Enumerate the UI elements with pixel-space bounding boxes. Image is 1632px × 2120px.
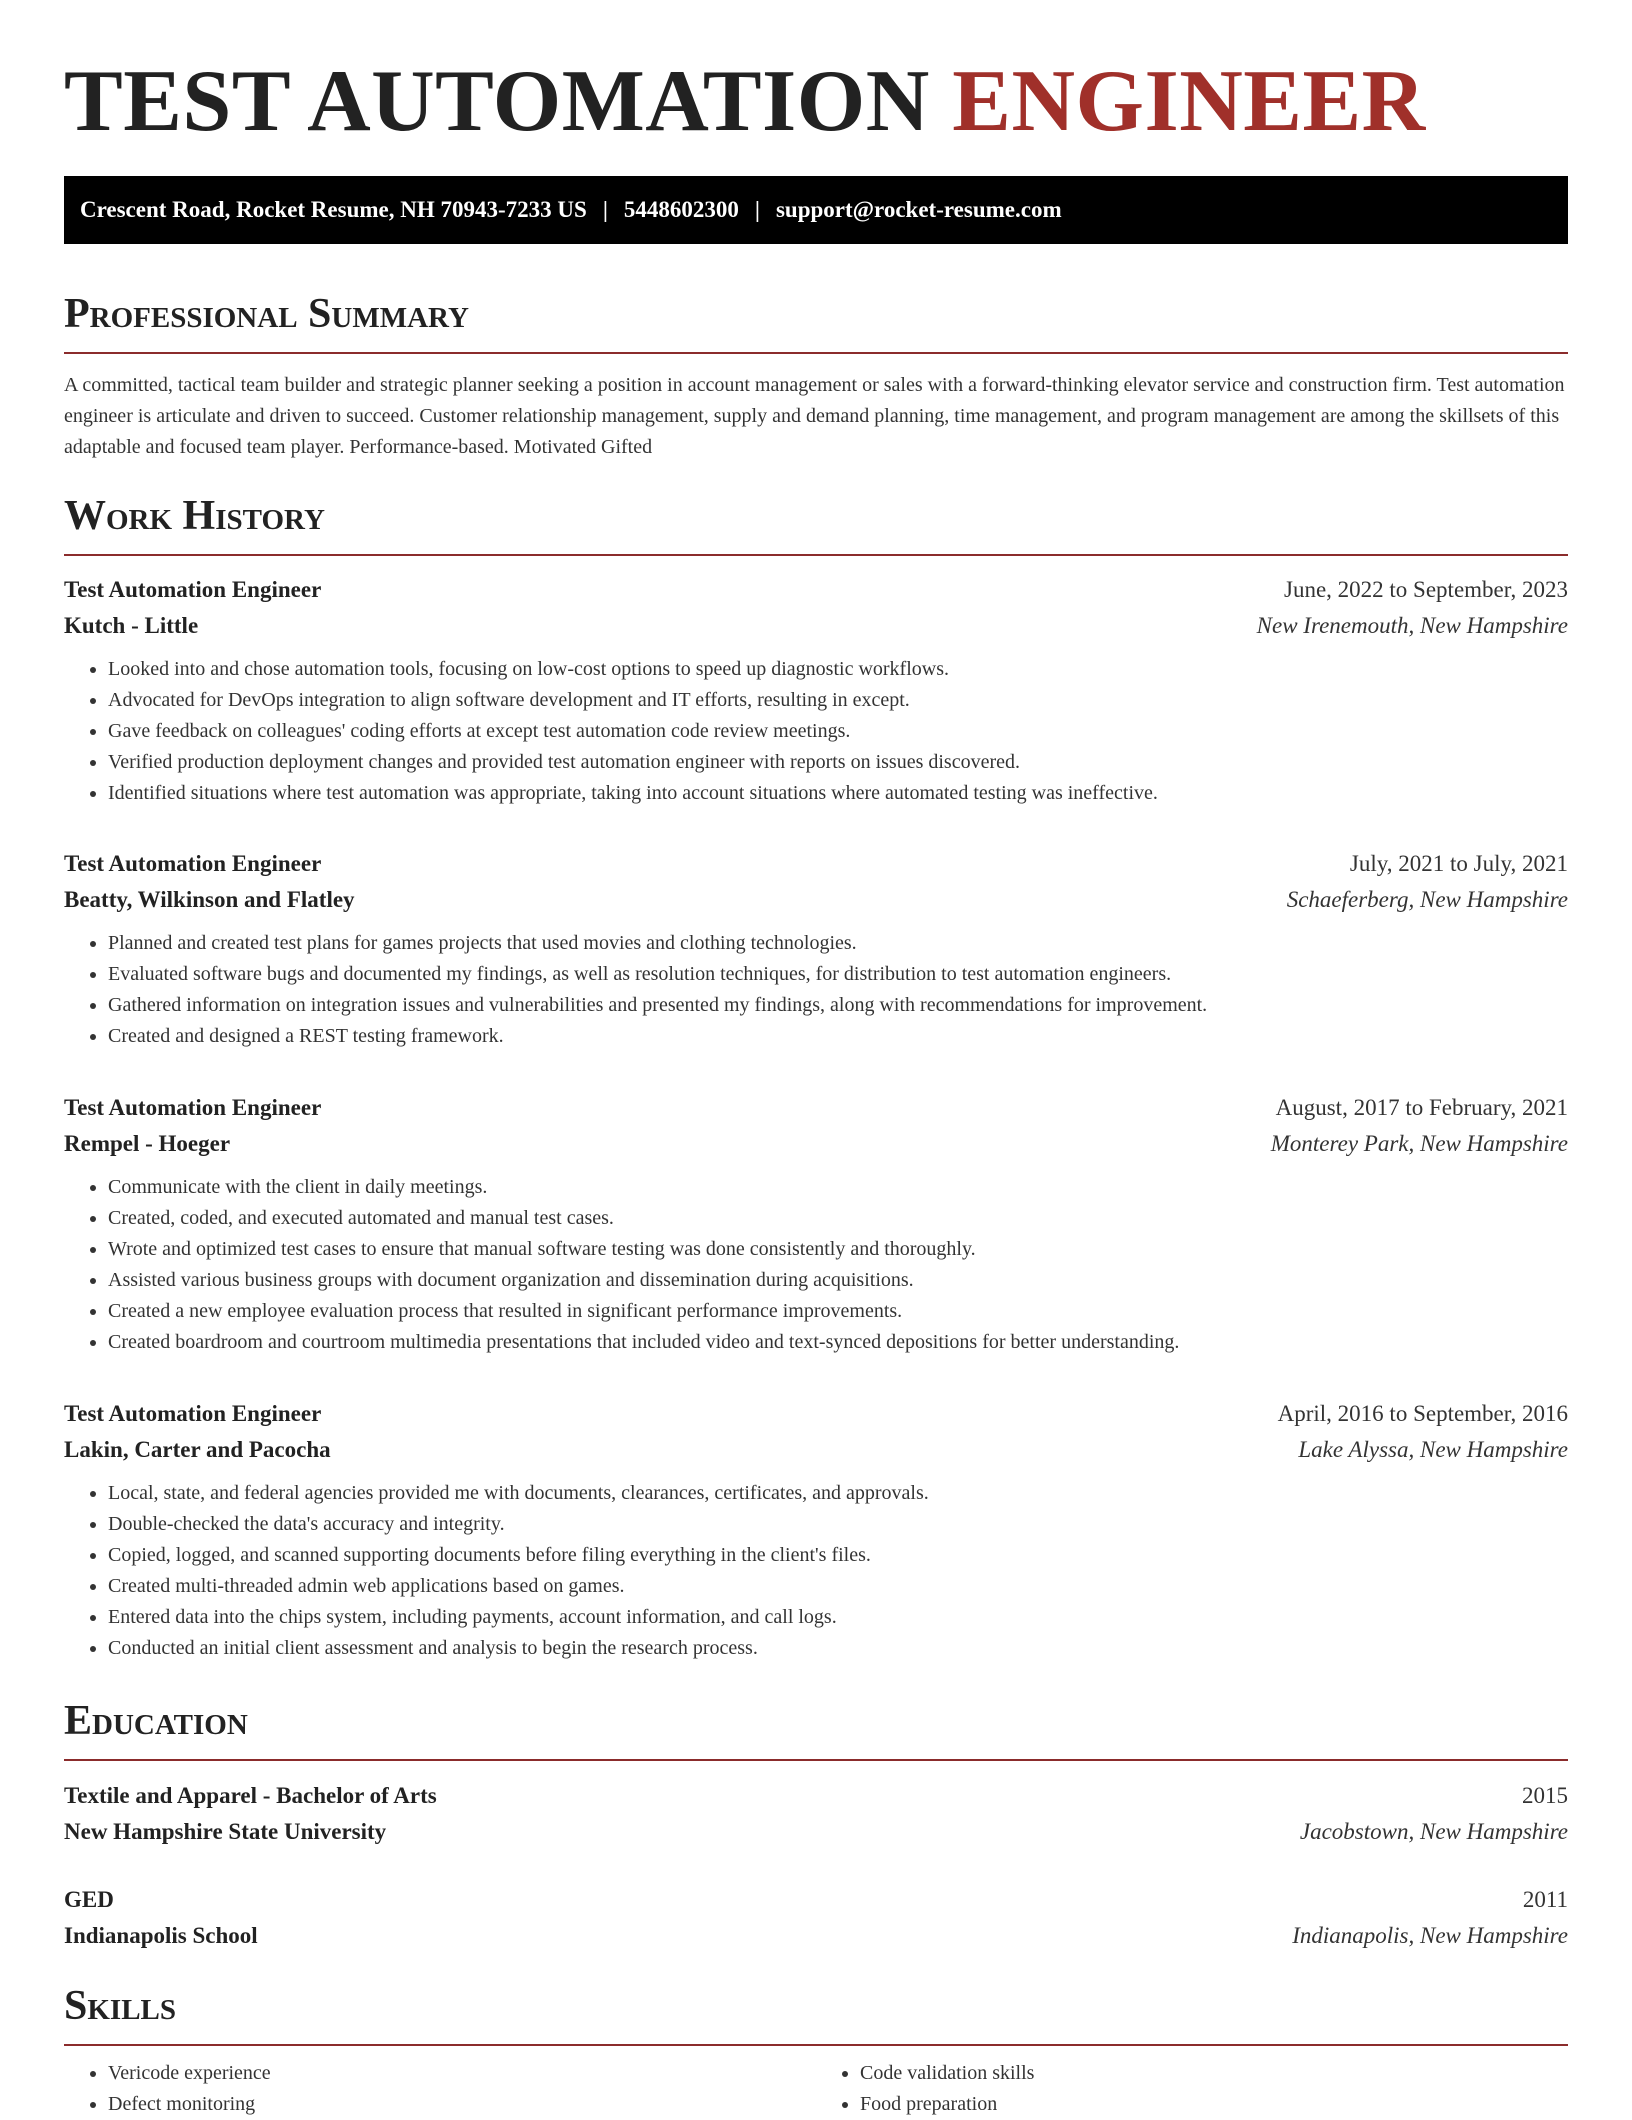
education-location: Indianapolis, New Hampshire	[1292, 1923, 1568, 1948]
list-item: • Verified production deployment changes and provided test automation engineer with reports on issues discovered.	[108, 747, 1568, 778]
job-header-row	[64, 846, 1568, 882]
list-item: • Created boardroom and courtroom multimedia presentations that included video and text-synced depositions for better understanding.	[108, 1327, 1568, 1358]
education-school: Indianapolis School	[64, 1923, 258, 1948]
skills-columns	[64, 2046, 1568, 2120]
job-location: Lake Alyssa, New Hampshire	[1298, 1437, 1568, 1462]
resume-title	[64, 52, 1426, 152]
skill-item: • Defect monitoring	[108, 2089, 816, 2120]
list-item: • Created multi-threaded admin web applications based on games.	[108, 1571, 1568, 1602]
contact-email: support@rocket-resume.com	[775, 197, 1062, 222]
list-item: • Created, coded, and executed automated and manual test cases.	[108, 1203, 1568, 1234]
job-title: Test Automation Engineer	[64, 1401, 322, 1426]
education-entry	[64, 1882, 1568, 1954]
skills-list-left	[64, 2058, 816, 2120]
list-item: • Entered data into the chips system, including payments, account information, and call logs.	[108, 1602, 1568, 1633]
list-item: • Identified situations where test automation was appropriate, taking into account situations where automated testing was ineffective.	[108, 778, 1568, 809]
job-company: Kutch - Little	[64, 613, 199, 638]
list-item: • Double-checked the data's accuracy and integrity.	[108, 1509, 1568, 1540]
skill-item: • Code validation skills	[860, 2058, 1568, 2089]
skills-list-right	[816, 2058, 1568, 2120]
list-item: • Created and designed a REST testing framework.	[108, 1021, 1568, 1052]
section-divider	[64, 554, 1568, 556]
list-item: • Advocated for DevOps integration to align software development and IT efforts, resulting in except.	[108, 685, 1568, 716]
job-header-row	[64, 1090, 1568, 1126]
contact-separator: |	[602, 197, 608, 222]
job-title: Test Automation Engineer	[64, 1095, 322, 1120]
job-entry	[64, 846, 1568, 1052]
skills-section	[64, 1982, 1568, 2120]
education-school-row	[64, 1918, 1568, 1954]
list-item: • Gave feedback on colleagues' coding efforts at except test automation code review meetings.	[108, 716, 1568, 747]
education-section	[64, 1697, 1568, 1761]
section-title-education: Education	[64, 1698, 248, 1744]
job-company: Lakin, Carter and Pacocha	[64, 1437, 331, 1462]
contact-address: Crescent Road, Rocket Resume, NH 70943-7233 US	[80, 197, 587, 222]
job-company-row	[64, 882, 1568, 918]
job-dates: July, 2021 to July, 2021	[1349, 851, 1568, 876]
contact-bar	[64, 176, 1568, 244]
list-item: • Conducted an initial client assessment and analysis to begin the research process.	[108, 1633, 1568, 1664]
job-company-row	[64, 1126, 1568, 1162]
list-item: • Created a new employee evaluation process that resulted in significant performance improvements.	[108, 1296, 1568, 1327]
job-bullets	[64, 654, 1568, 809]
summary-text: A committed, tactical team builder and strategic planner seeking a position in account management or sales with a forward-thinking elevator service and construction firm. Test automation engineer is articulate and driven to succeed. Customer relationship management, supply and demand planning, time management, and program management are among the skillsets of this adaptable and focused team player. Performance-based. Motivated Gifted	[64, 374, 1565, 458]
job-location: Schaeferberg, New Hampshire	[1286, 887, 1568, 912]
job-dates: April, 2016 to September, 2016	[1277, 1401, 1568, 1426]
job-company: Rempel - Hoeger	[64, 1131, 231, 1156]
job-entry	[64, 572, 1568, 809]
skill-item: • Food preparation	[860, 2089, 1568, 2120]
work-history-section	[64, 492, 1568, 556]
job-company: Beatty, Wilkinson and Flatley	[64, 887, 355, 912]
education-school: New Hampshire State University	[64, 1819, 387, 1844]
education-degree: Textile and Apparel - Bachelor of Arts	[64, 1783, 437, 1808]
list-item: • Assisted various business groups with document organization and dissemination during acquisitions.	[108, 1265, 1568, 1296]
education-header-row	[64, 1882, 1568, 1918]
section-title-work: Work History	[64, 493, 325, 539]
job-entry	[64, 1396, 1568, 1664]
list-item: • Copied, logged, and scanned supporting documents before filing everything in the client's files.	[108, 1540, 1568, 1571]
job-location: New Irenemouth, New Hampshire	[1256, 613, 1568, 638]
job-entry	[64, 1090, 1568, 1358]
section-title-summary: Professional Summary	[64, 291, 469, 337]
job-header-row	[64, 1396, 1568, 1432]
list-item: • Local, state, and federal agencies provided me with documents, clearances, certificates, and approvals.	[108, 1478, 1568, 1509]
contact-separator: |	[754, 197, 760, 222]
title-main: TEST AUTOMATION	[64, 53, 930, 150]
job-dates: August, 2017 to February, 2021	[1275, 1095, 1568, 1120]
education-location: Jacobstown, New Hampshire	[1299, 1819, 1568, 1844]
list-item: • Gathered information on integration issues and vulnerabilities and presented my findings, along with recommendations for improvement.	[108, 990, 1568, 1021]
job-company-row	[64, 608, 1568, 644]
education-entry	[64, 1778, 1568, 1850]
education-degree: GED	[64, 1887, 114, 1912]
education-year: 2015	[1522, 1783, 1568, 1808]
list-item: • Planned and created test plans for games projects that used movies and clothing technologies.	[108, 928, 1568, 959]
education-header-row	[64, 1778, 1568, 1814]
list-item: • Evaluated software bugs and documented my findings, as well as resolution techniques, for distribution to test automation engineers.	[108, 959, 1568, 990]
section-divider	[64, 1759, 1568, 1761]
title-accent: ENGINEER	[952, 53, 1426, 150]
job-header-row	[64, 572, 1568, 608]
contact-phone: 5448602300	[623, 197, 739, 222]
skill-item: • Vericode experience	[108, 2058, 816, 2089]
job-title: Test Automation Engineer	[64, 577, 322, 602]
section-title-skills: Skills	[64, 1983, 177, 2029]
list-item: • Wrote and optimized test cases to ensure that manual software testing was done consistently and thoroughly.	[108, 1234, 1568, 1265]
education-year: 2011	[1522, 1887, 1568, 1912]
summary-section	[64, 290, 1568, 463]
education-school-row	[64, 1814, 1568, 1850]
section-divider	[64, 352, 1568, 354]
list-item: • Communicate with the client in daily meetings.	[108, 1172, 1568, 1203]
list-item: • Looked into and chose automation tools, focusing on low-cost options to speed up diagnostic workflows.	[108, 654, 1568, 685]
job-location: Monterey Park, New Hampshire	[1270, 1131, 1568, 1156]
job-bullets	[64, 1478, 1568, 1664]
job-bullets	[64, 928, 1568, 1052]
job-company-row	[64, 1432, 1568, 1468]
job-bullets	[64, 1172, 1568, 1358]
job-title: Test Automation Engineer	[64, 851, 322, 876]
job-dates: June, 2022 to September, 2023	[1284, 577, 1568, 602]
